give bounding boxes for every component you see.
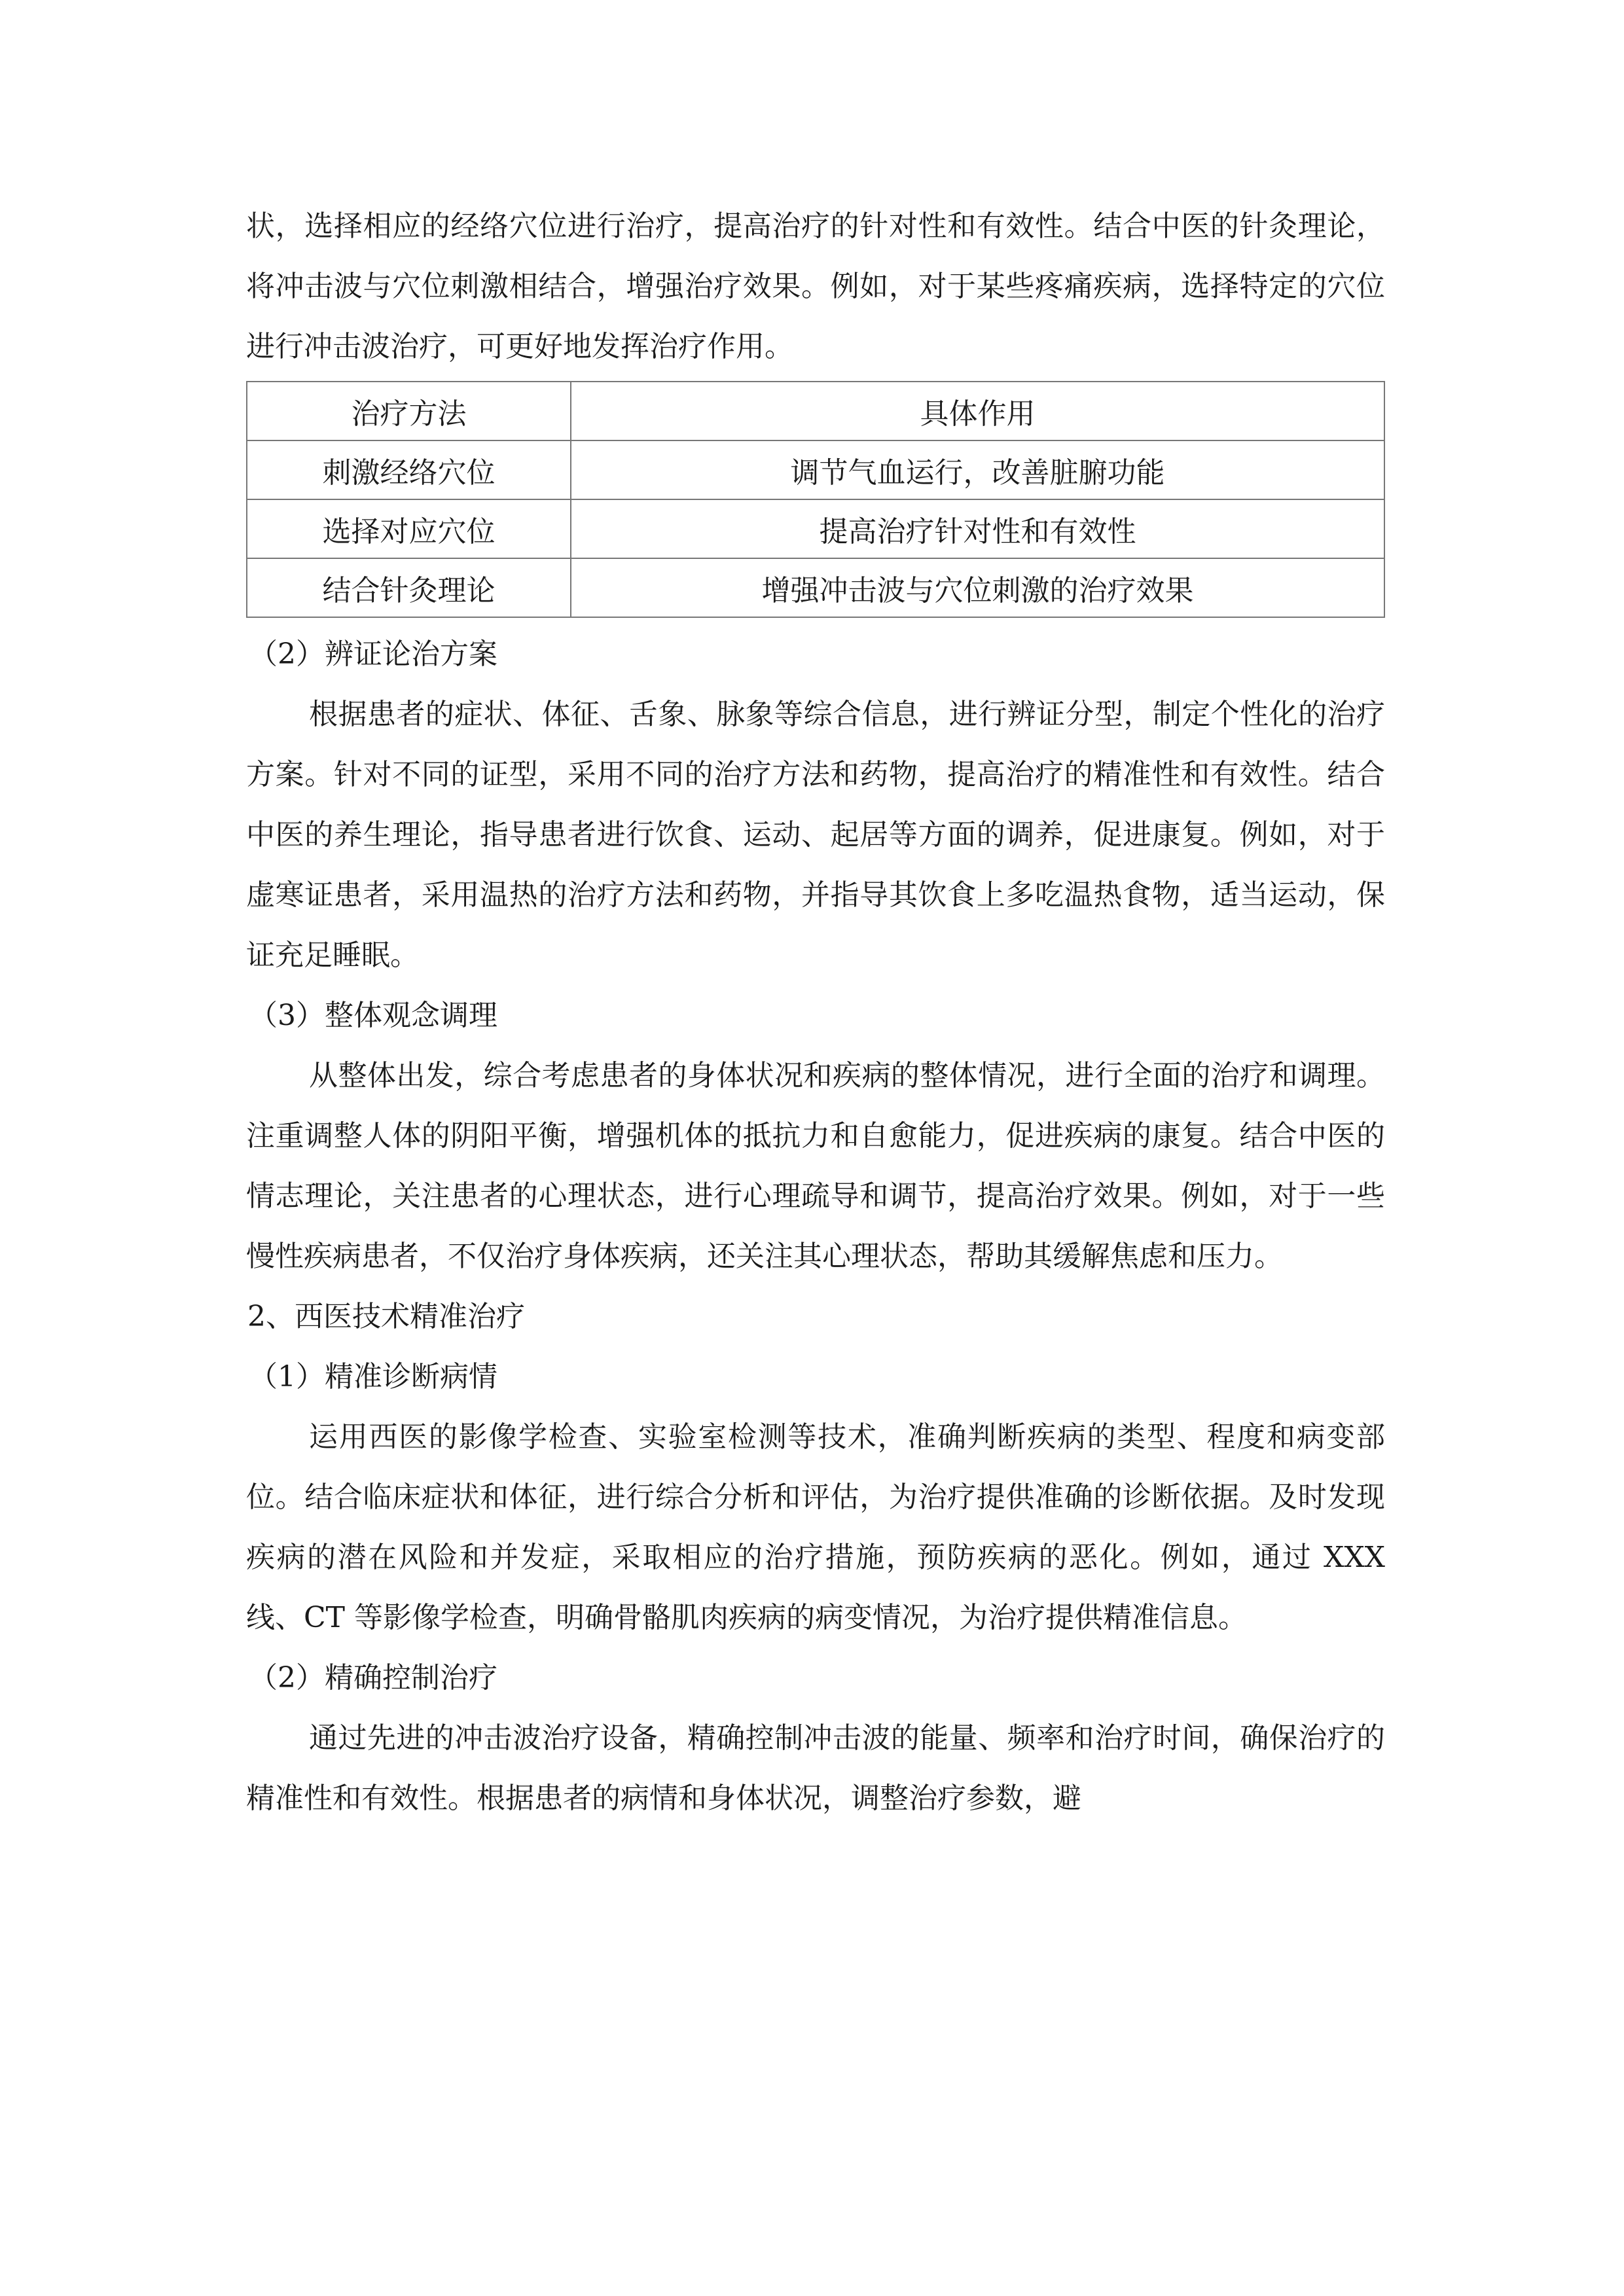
section-title: 2、西医技术精准治疗	[247, 1300, 525, 1333]
intro-paragraph: 状，选择相应的经络穴位进行治疗，提高治疗的针对性和有效性。结合中医的针灸理论，将冲击波与穴位刺激相结合，增强治疗效果。例如，对于某些疼痛疾病，选择特定的穴位进行冲击波治疗，可更好地发挥治疗作用。	[246, 209, 1385, 363]
table-cell: 选择对应穴位	[247, 499, 571, 558]
table-row	[247, 499, 1384, 558]
subsection-heading: （2）精确控制治疗	[249, 1661, 497, 1695]
section-body: 根据患者的症状、体征、舌象、脉象等综合信息，进行辨证分型，制定个性化的治疗方案。针对不同的证型，采用不同的治疗方法和药物，提高治疗的精准性和有效性。结合中医的养生理论，指导患者进行饮食、运动、起居等方面的调养，促进康复。例如，对于虚寒证患者，采用温热的治疗方法和药物，并指导其饮食上多吃温热食物，适当运动，保证充足睡眠。	[246, 698, 1385, 972]
table-row	[247, 558, 1384, 617]
subsection-heading: （1）精准诊断病情	[249, 1360, 497, 1393]
table-cell: 增强冲击波与穴位刺激的治疗效果	[571, 558, 1384, 617]
table-header-cell: 治疗方法	[247, 382, 571, 440]
subsection-body: 通过先进的冲击波治疗设备，精确控制冲击波的能量、频率和治疗时间，确保治疗的精准性和有效性。根据患者的病情和身体状况，调整治疗参数，避	[246, 1721, 1385, 1815]
table-header-row	[247, 382, 1384, 440]
section-heading: （3）整体观念调理	[249, 999, 497, 1032]
table-cell: 结合针灸理论	[247, 558, 571, 617]
table-row	[247, 440, 1384, 499]
table-cell: 刺激经络穴位	[247, 440, 571, 499]
subsection-body: 运用西医的影像学检查、实验室检测等技术，准确判断疾病的类型、程度和病变部位。结合临床症状和体征，进行综合分析和评估，为治疗提供准确的诊断依据。及时发现疾病的潜在风险和并发症，采取相应的治疗措施，预防疾病的恶化。例如，通过 XXX 线、CT 等影像学检查，明确骨骼肌肉疾病的病变情况，为治疗提供精准信息。	[246, 1420, 1385, 1634]
section-body: 从整体出发，综合考虑患者的身体状况和疾病的整体情况，进行全面的治疗和调理。注重调整人体的阴阳平衡，增强机体的抵抗力和自愈能力，促进疾病的康复。结合中医的情志理论，关注患者的心理状态，进行心理疏导和调节，提高治疗效果。例如，对于一些慢性疾病患者，不仅治疗身体疾病，还关注其心理状态，帮助其缓解焦虑和压力。	[246, 1059, 1385, 1273]
treatment-table	[246, 381, 1385, 618]
page-content	[246, 196, 1385, 1829]
table-cell: 调节气血运行，改善脏腑功能	[571, 440, 1384, 499]
table-cell: 提高治疗针对性和有效性	[571, 499, 1384, 558]
section-heading: （2）辨证论治方案	[249, 637, 497, 671]
table-header-cell: 具体作用	[571, 382, 1384, 440]
